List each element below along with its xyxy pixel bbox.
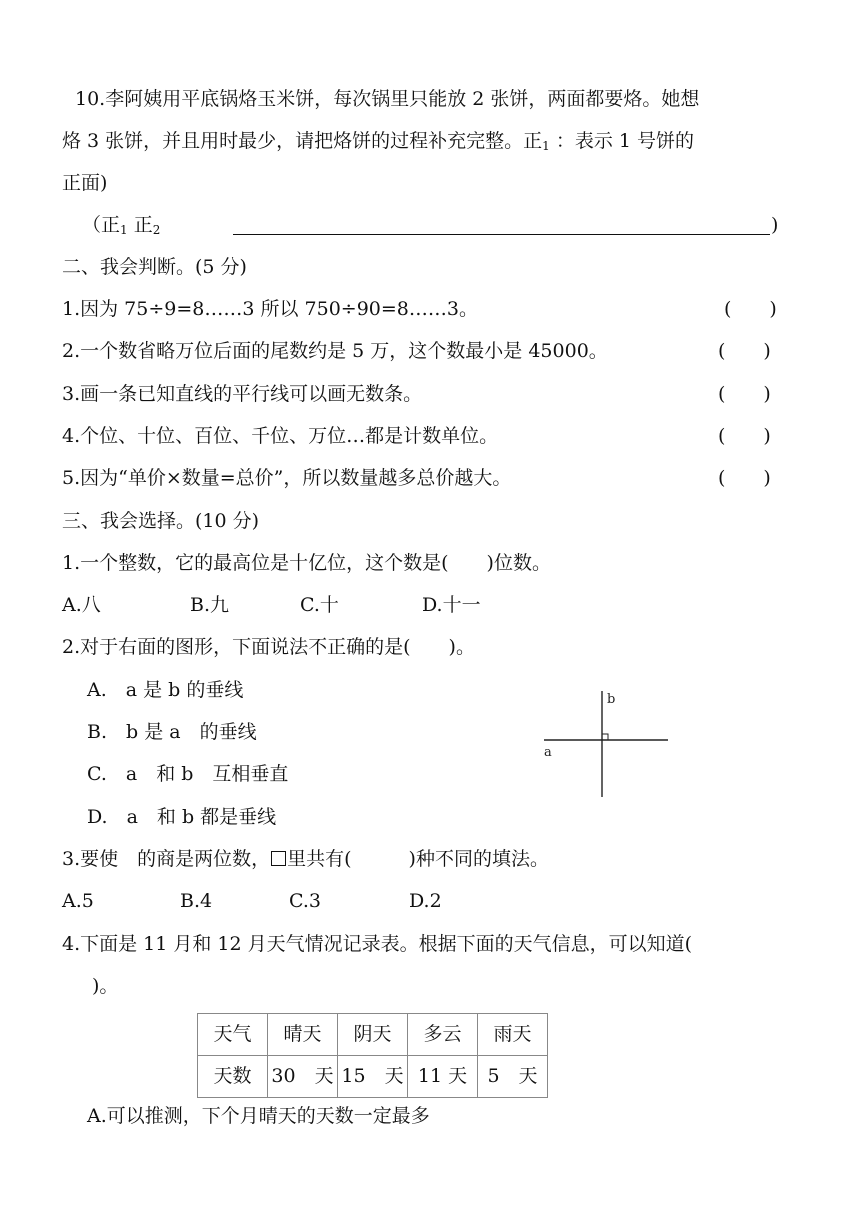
q10-line2 <box>62 132 694 152</box>
right-angle-mark <box>602 734 608 740</box>
table-cell: 阴天 <box>338 1014 408 1056</box>
choice-q2-option-b[interactable]: B. b 是 a 的垂线 <box>87 721 257 743</box>
choice-q2-stem: 2.对于右面的图形，下面说法不正确的是( )。 <box>62 636 475 658</box>
blank-square-icon <box>271 851 286 866</box>
q10-fill-sub2: 2 <box>152 223 161 237</box>
table-cell: 多云 <box>408 1014 478 1056</box>
table-cell: 11 天 <box>408 1056 478 1098</box>
table-row <box>198 1056 548 1098</box>
judge-item-4: 4.个位、十位、百位、千位、万位…都是计数单位。 <box>62 425 499 447</box>
judge-answer-5[interactable]: ( ) <box>718 467 771 489</box>
choice-q3-option-b[interactable]: B.4 <box>180 890 213 912</box>
choice-q4-option-a[interactable]: A.可以推测，下个月晴天的天数一定最多 <box>87 1105 430 1127</box>
choice-q1-option-b[interactable]: B.九 <box>190 594 230 616</box>
choice-q3-option-c[interactable]: C.3 <box>289 890 321 912</box>
choice-q3-option-d[interactable]: D.2 <box>409 890 442 912</box>
q10-answer-blank[interactable] <box>233 234 770 235</box>
table-cell: 5 天 <box>478 1056 548 1098</box>
choice-q1-option-a[interactable]: A.八 <box>62 594 101 616</box>
choice-q3-stem <box>62 850 549 869</box>
judge-answer-1[interactable]: ( ) <box>724 298 777 320</box>
judge-item-3: 3.画一条已知直线的平行线可以画无数条。 <box>62 383 423 405</box>
section2-heading: 二、我会判断。(5 分) <box>62 256 247 278</box>
perpendicular-figure <box>530 685 680 805</box>
q10-fill-prefix <box>82 216 160 236</box>
table-cell: 天气 <box>198 1014 268 1056</box>
judge-answer-2[interactable]: ( ) <box>718 340 771 362</box>
choice-q1-option-d[interactable]: D.十一 <box>422 594 481 616</box>
choice-q2-option-c[interactable]: C. a 和 b 互相垂直 <box>87 763 289 785</box>
table-cell: 天数 <box>198 1056 268 1098</box>
judge-item-5: 5.因为“单价×数量=总价”，所以数量越多总价越大。 <box>62 467 512 489</box>
q10-fill-sub1: 1 <box>120 223 128 237</box>
choice-q4-stem-line1: 4.下面是 11 月和 12 月天气情况记录表。根据下面的天气信息，可以知道( <box>62 933 693 955</box>
q10-line2-text-end: ：表示 1 号饼的 <box>549 130 695 152</box>
q10-fill-close: ) <box>771 214 779 236</box>
section3-heading: 三、我会选择。(10 分) <box>62 510 260 532</box>
choice-q3-stem-post: 里共有( )种不同的填法。 <box>287 848 549 870</box>
table-cell: 30 天 <box>268 1056 338 1098</box>
table-cell: 15 天 <box>338 1056 408 1098</box>
judge-answer-4[interactable]: ( ) <box>718 425 771 447</box>
choice-q2-option-d[interactable]: D. a 和 b 都是垂线 <box>87 806 277 828</box>
judge-item-2: 2.一个数省略万位后面的尾数约是 5 万，这个数最小是 45000。 <box>62 340 608 362</box>
q10-line3: 正面) <box>62 172 108 194</box>
choice-q3-option-a[interactable]: A.5 <box>62 890 94 912</box>
label-a: a <box>544 745 552 760</box>
label-b: b <box>607 692 616 707</box>
choice-q3-stem-pre: 3.要使 的商是两位数， <box>62 848 271 870</box>
table-row <box>198 1014 548 1056</box>
choice-q1-option-c[interactable]: C.十 <box>300 594 339 616</box>
q10-fill-open: （正 <box>82 214 121 236</box>
table-cell: 晴天 <box>268 1014 338 1056</box>
judge-answer-3[interactable]: ( ) <box>718 383 771 405</box>
judge-item-1: 1.因为 75÷9=8……3 所以 750÷90=8……3。 <box>62 298 478 320</box>
choice-q4-stem-line2: )。 <box>92 975 119 997</box>
table-cell: 雨天 <box>478 1014 548 1056</box>
q10-line2-sub: 1 <box>542 139 550 153</box>
weather-table <box>197 1013 548 1098</box>
q10-line2-text: 烙 3 张饼，并且用时最少，请把烙饼的过程补充完整。正 <box>62 130 543 152</box>
choice-q1-stem: 1.一个整数，它的最高位是十亿位，这个数是( )位数。 <box>62 552 551 574</box>
q10-fill-mid: 正 <box>127 214 153 236</box>
q10-line1: 10.李阿姨用平底锅烙玉米饼，每次锅里只能放 2 张饼，两面都要烙。她想 <box>75 88 700 110</box>
choice-q2-option-a[interactable]: A. a 是 b 的垂线 <box>87 679 244 701</box>
